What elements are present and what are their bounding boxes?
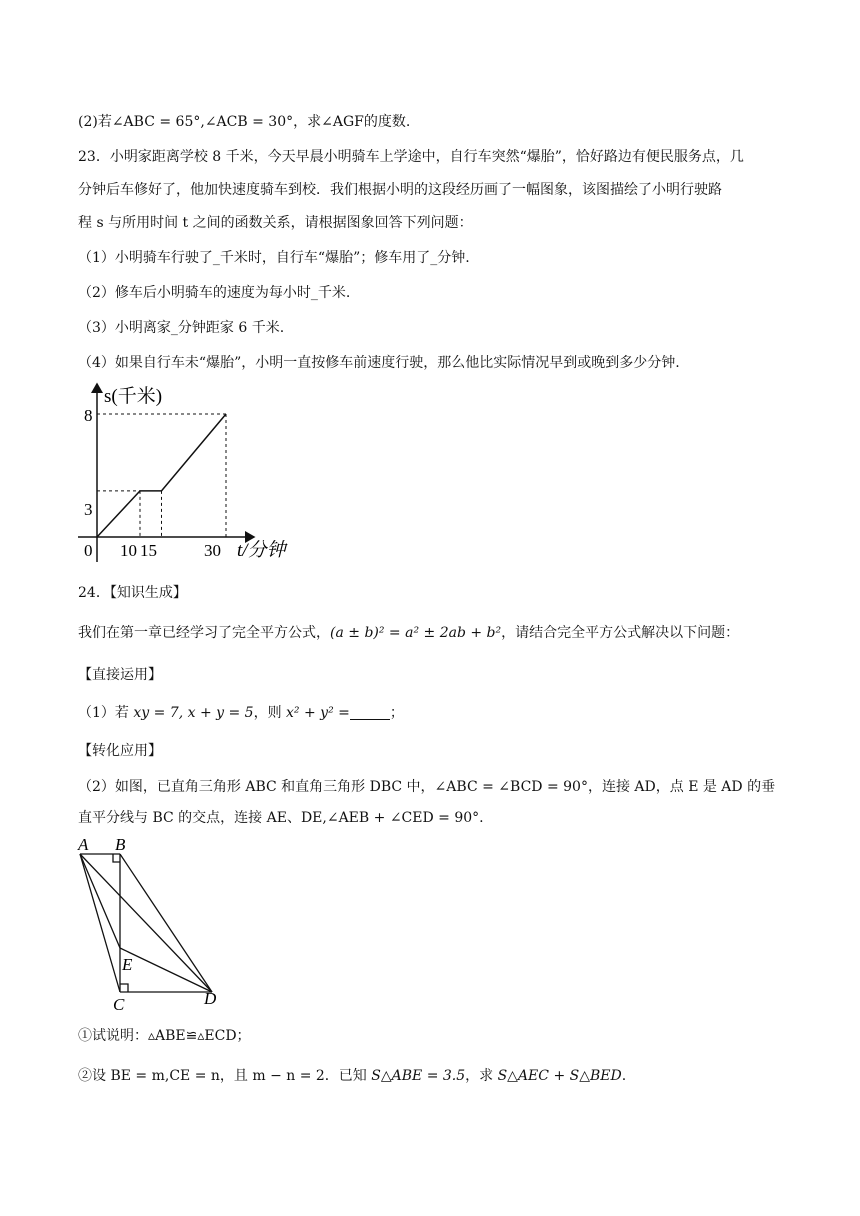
distance-time-graph: [76, 376, 316, 576]
x-tick-15: 15: [140, 541, 157, 560]
q23-sub3: （3）小明离家_分钟距家 6 千米.: [78, 320, 285, 336]
perfect-square-formula: (a ± b)² = a² ± 2ab + b²: [330, 625, 502, 641]
triangle-figure: [72, 836, 232, 1016]
segment-ed: [120, 948, 212, 992]
label-b: B: [115, 836, 126, 854]
y-axis-label: s(千米): [104, 386, 163, 407]
q24-part2-line1: （2）如图，已直角三角形 ABC 和直角三角形 DBC 中，∠ABC = ∠BCD = 90°，连接 AD，点 E 是 AD 的垂: [78, 779, 776, 795]
q24-part1: （1）若 xy = 7, x + y = 5，则 x² + y² = ；: [78, 705, 404, 721]
q24-header: 24．【知识生成】: [78, 585, 187, 601]
label-c: C: [113, 995, 125, 1014]
y-tick-8: 8: [84, 406, 93, 425]
origin-label: 0: [84, 541, 93, 560]
q23-sub1: （1）小明骑车行驶了_千米时，自行车“爆胎”；修车用了_分钟.: [78, 250, 470, 266]
x-tick-30: 30: [204, 541, 221, 560]
x-tick-10: 10: [120, 541, 137, 560]
y-tick-3: 3: [84, 500, 93, 519]
q23-stem-line1: 23．小明家距离学校 8 千米，今天早晨小明骑车上学途中，自行车突然“爆胎”，恰好路边有便民服务点，几: [78, 149, 744, 165]
answer-blank: [350, 705, 390, 720]
x-axis-label: t/分钟: [237, 540, 286, 561]
q24-subpart2: ②设 BE = m,CE = n，且 m − n = 2．已知 S△ABE = 3.5，求 S△AEC + S△BED.: [78, 1068, 627, 1084]
segment-bd: [120, 854, 212, 992]
segment-ae: [80, 854, 120, 948]
right-angle-b: [113, 854, 120, 862]
q23-sub4: （4）如果自行车未“爆胎”，小明一直按修车前速度行驶，那么他比实际情况早到或晚到多少分钟.: [78, 355, 680, 371]
q24-subpart1: ①试说明：▵ABE≌▵ECD；: [78, 1028, 251, 1044]
label-a: A: [78, 836, 89, 854]
q23-stem-line2: 分钟后车修好了，他加快速度骑车到校．我们根据小明的这段经历画了一幅图象，该图描绘了小明行驶路: [78, 182, 722, 198]
q24-section-transform: 【转化应用】: [78, 743, 162, 759]
q22-part2: (2)若∠ABC = 65°,∠ACB = 30°，求∠AGF的度数.: [78, 114, 411, 130]
q23-stem-line3: 程 s 与所用时间 t 之间的函数关系，请根据图象回答下列问题：: [78, 215, 473, 231]
distance-series-line: [97, 414, 226, 537]
q24-section-direct: 【直接运用】: [78, 667, 162, 683]
q23-sub2: （2）修车后小明骑车的速度为每小时_千米.: [78, 285, 351, 301]
q24-intro: 我们在第一章已经学习了完全平方公式，(a ± b)² = a² ± 2ab + b²，请结合完全平方公式解决以下问题：: [78, 625, 740, 641]
q24-part2-line2: 直平分线与 BC 的交点，连接 AE、DE,∠AEB + ∠CED = 90°.: [78, 810, 484, 826]
label-e: E: [122, 955, 133, 974]
right-angle-c: [120, 984, 128, 992]
label-d: D: [204, 989, 217, 1008]
